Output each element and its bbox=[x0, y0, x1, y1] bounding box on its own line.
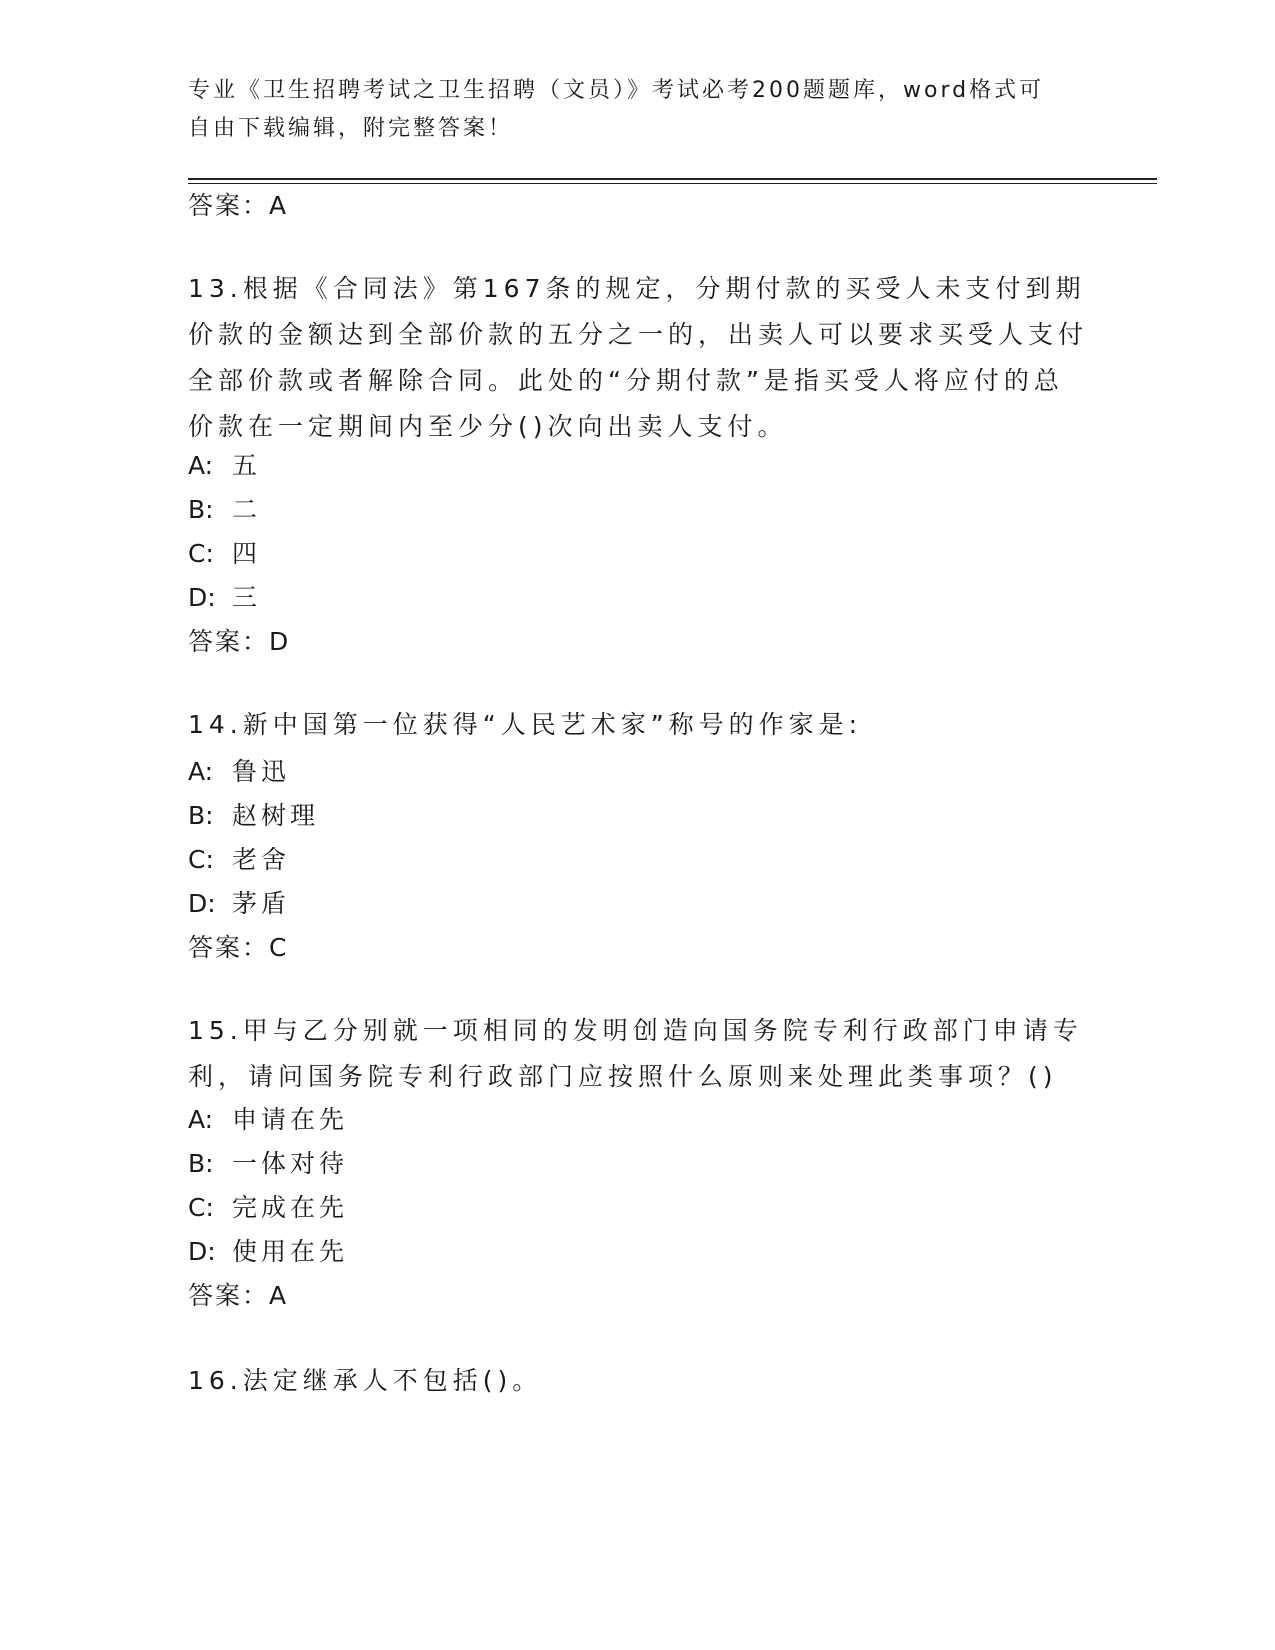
question-13-option-c bbox=[188, 534, 261, 570]
answer-q15: 答案：A bbox=[188, 1281, 289, 1310]
option-text: 完成在先 bbox=[232, 1193, 349, 1222]
question-15-option-a bbox=[188, 1100, 348, 1136]
question-14-option-b bbox=[188, 796, 319, 832]
question-14-option-d bbox=[188, 884, 290, 920]
question-14-option-c bbox=[188, 840, 290, 876]
question-13-stem: 13.根据《合同法》第167条的规定，分期付款的买受人未支付到期价款的金额达到全部价款的五分之一的，出卖人可以要求买受人支付全部价款或者解除合同。此处的“分期付款”是指买受人将应付的总价款在一定期间内至少分()次向出卖人支付。 bbox=[188, 274, 1089, 441]
option-text: 一体对待 bbox=[232, 1149, 349, 1178]
option-text: 老舍 bbox=[232, 845, 291, 874]
question-16-stem: 16.法定继承人不包括()。 bbox=[188, 1366, 543, 1395]
question-15-option-d bbox=[188, 1232, 348, 1268]
header-divider-thin bbox=[188, 183, 1157, 184]
option-key: B: bbox=[188, 801, 214, 830]
answer-q12: 答案：A bbox=[188, 191, 289, 220]
option-key: C: bbox=[188, 845, 214, 874]
option-key: A: bbox=[188, 451, 214, 480]
option-key: D: bbox=[188, 583, 216, 612]
answer-q14: 答案：C bbox=[188, 933, 289, 962]
answer-q13: 答案：D bbox=[188, 627, 291, 656]
option-key: D: bbox=[188, 1237, 216, 1266]
question-15-option-c bbox=[188, 1188, 348, 1224]
question-14-stem: 14.新中国第一位获得“人民艺术家”称号的作家是: bbox=[188, 710, 863, 739]
question-13-option-a bbox=[188, 446, 261, 482]
option-key: D: bbox=[188, 889, 216, 918]
question-15-option-b bbox=[188, 1144, 348, 1180]
option-text: 申请在先 bbox=[232, 1105, 349, 1134]
question-14-option-a bbox=[188, 752, 290, 788]
header-divider bbox=[188, 178, 1157, 180]
option-text: 鲁迅 bbox=[232, 757, 291, 786]
option-key: A: bbox=[188, 1105, 214, 1134]
option-text: 茅盾 bbox=[232, 889, 291, 918]
question-13-option-b bbox=[188, 490, 261, 526]
option-text: 二 bbox=[232, 495, 262, 524]
option-text: 三 bbox=[232, 583, 262, 612]
option-key: C: bbox=[188, 539, 214, 568]
option-text: 赵树理 bbox=[232, 801, 320, 830]
question-15-stem: 15.甲与乙分别就一项相同的发明创造向国务院专利行政部门申请专利，请问国务院专利行政部门应按照什么原则来处理此类事项？() bbox=[188, 1016, 1083, 1091]
option-key: B: bbox=[188, 495, 214, 524]
option-key: C: bbox=[188, 1193, 214, 1222]
option-text: 使用在先 bbox=[232, 1237, 349, 1266]
option-key: A: bbox=[188, 757, 214, 786]
question-13-option-d bbox=[188, 578, 261, 614]
header-title: 专业《卫生招聘考试之卫生招聘（文员）》考试必考200题题库，word格式可自由下载编辑，附完整答案！ bbox=[188, 78, 1045, 141]
option-text: 五 bbox=[232, 451, 262, 480]
option-text: 四 bbox=[232, 539, 262, 568]
option-key: B: bbox=[188, 1149, 214, 1178]
